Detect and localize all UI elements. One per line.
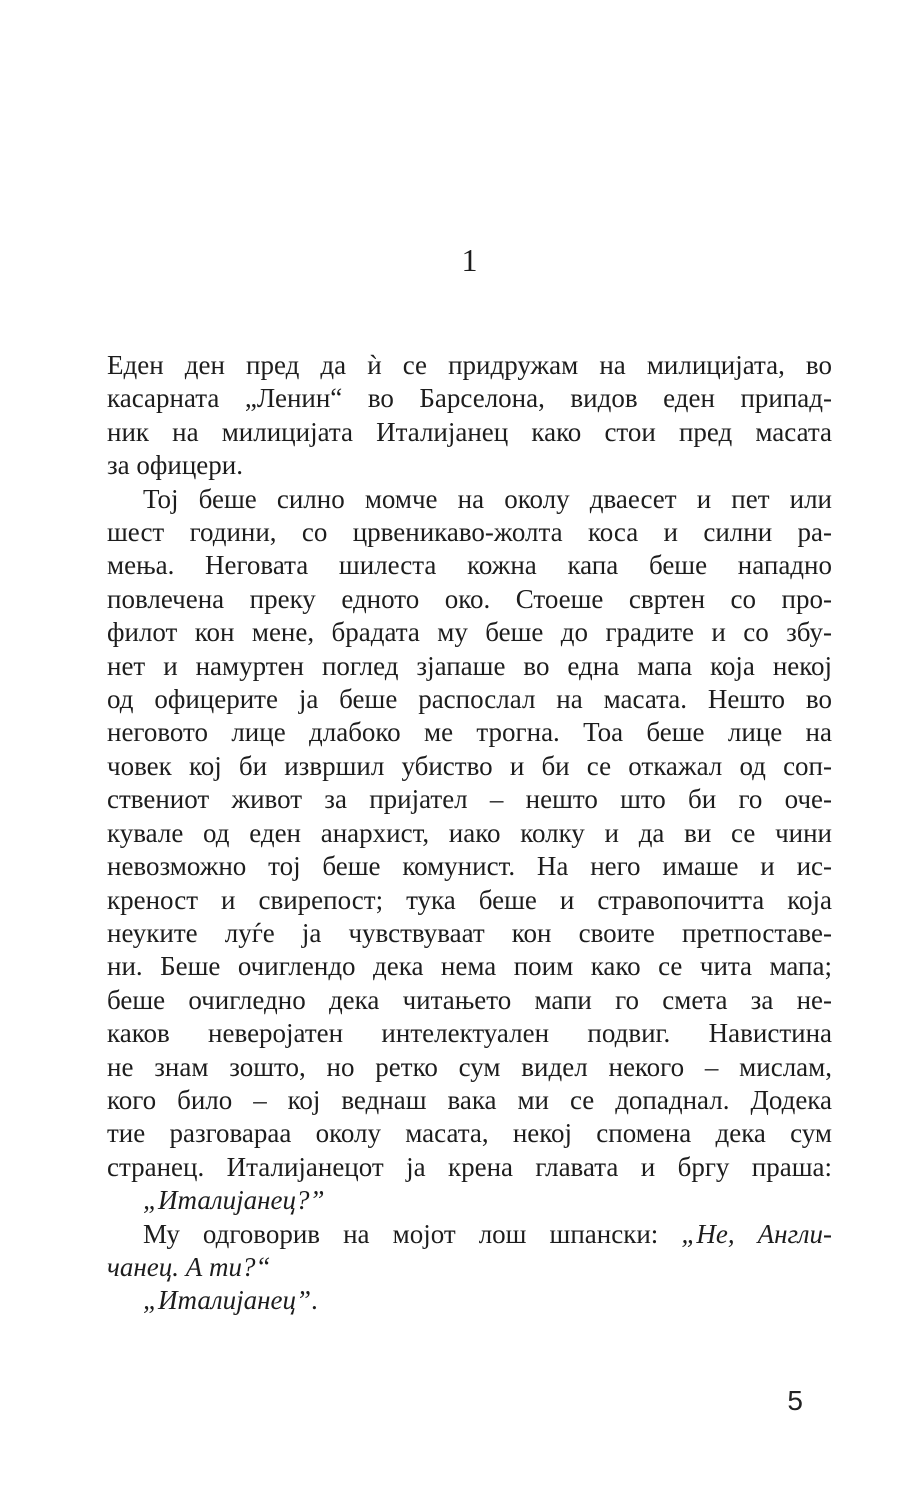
text-line xyxy=(107,549,832,582)
body-text: ни. Беше очиглендо дека нема поим како се чита мапа; xyxy=(107,951,832,982)
dialogue-italic-text: „Италијанец?” xyxy=(143,1185,325,1216)
dialogue-italic-text: чанец. А ти?“ xyxy=(107,1251,271,1282)
text-line xyxy=(107,984,832,1017)
text-line xyxy=(107,1117,832,1150)
text-line xyxy=(107,1084,832,1117)
text-line xyxy=(107,683,832,716)
text-line xyxy=(107,382,832,415)
text-line xyxy=(107,884,832,917)
text-line xyxy=(107,1184,832,1217)
body-text: ник на милицијата Италијанец како стои пред масата xyxy=(107,416,832,447)
text-line xyxy=(107,349,832,382)
text-line xyxy=(107,917,832,950)
text-line xyxy=(107,817,832,850)
text-line xyxy=(107,650,832,683)
body-text: беше очигледно дека читањето мапи го смета за не- xyxy=(107,984,832,1015)
body-text: нет и намуртен поглед зјапаше во една мапа која некој xyxy=(107,650,832,681)
body-text: кого било – кој веднаш вака ми се допаднал. Додека xyxy=(107,1084,832,1115)
body-text: неуките луѓе ја чувствуваат кон своите претпоставе- xyxy=(107,917,832,948)
text-line xyxy=(107,750,832,783)
text-line xyxy=(107,950,832,983)
text-line xyxy=(107,1051,832,1084)
body-text: кувале од еден анархист, иако колку и да ви се чини xyxy=(107,817,832,848)
chapter-number: 1 xyxy=(461,242,478,278)
body-text: креност и свирепост; тука беше и стравопочитта која xyxy=(107,884,832,915)
body-text: не знам зошто, но ретко сум видел некого – мислам, xyxy=(107,1051,832,1082)
text-line xyxy=(107,449,832,482)
body-text: каков неверојатен интелектуален подвиг. Навистина xyxy=(107,1018,832,1049)
body-text: касарната „Ленин“ во Барселона, видов еден припад- xyxy=(107,383,832,414)
text-line xyxy=(107,583,832,616)
body-text: од офицерите ја беше распослал на масата. Нешто во xyxy=(107,684,832,715)
text-line xyxy=(107,1251,832,1284)
body-text: шест години, со црвеникаво-жолта коса и силни ра- xyxy=(107,517,832,548)
body-text: филот кон мене, брадата му беше до градите и со збу- xyxy=(107,617,832,648)
body-text: човек кој би извршил убиство и би се откажал од соп- xyxy=(107,750,832,781)
dialogue-italic-text: „Италијанец” xyxy=(143,1285,312,1316)
text-line xyxy=(107,616,832,649)
body-text: за офицери. xyxy=(107,450,243,481)
text-line xyxy=(107,1151,832,1184)
text-line xyxy=(107,1284,832,1317)
text-line xyxy=(107,783,832,816)
dialogue-italic-text: „Не, Англи- xyxy=(681,1218,832,1249)
body-text: невозможно тој беше комунист. На него имаше и ис- xyxy=(107,851,832,882)
text-line xyxy=(107,483,832,516)
body-text: Му одговорив на мојот лош шпански: xyxy=(143,1218,682,1249)
body-text: Тој беше силно момче на околу дваесет и пет или xyxy=(143,483,832,514)
body-text: мења. Неговата шилеста кожна капа беше нападно xyxy=(107,550,832,581)
text-line xyxy=(107,716,832,749)
text-line xyxy=(107,1017,832,1050)
page-number: 5 xyxy=(787,1385,803,1416)
body-text: неговото лице длабоко ме трогна. Тоа беше лице на xyxy=(107,717,832,748)
body-text: Еден ден пред да ѝ се придружам на милицијата, во xyxy=(107,350,832,380)
body-text: ствениот живот за пријател – нешто што би го оче- xyxy=(107,784,832,815)
text-line xyxy=(107,416,832,449)
body-text: . xyxy=(311,1285,318,1316)
text-line xyxy=(107,516,832,549)
body-text: странец. Италијанецот ја крена главата и бргу праша: xyxy=(107,1151,832,1182)
body-text: повлечена преку едното око. Стоеше свртен со про- xyxy=(107,583,832,614)
text-line xyxy=(107,850,832,883)
body-text: тие разговараа околу масата, некој спомена дека сум xyxy=(107,1118,832,1149)
text-line xyxy=(107,1218,832,1251)
text-block xyxy=(107,349,832,1318)
